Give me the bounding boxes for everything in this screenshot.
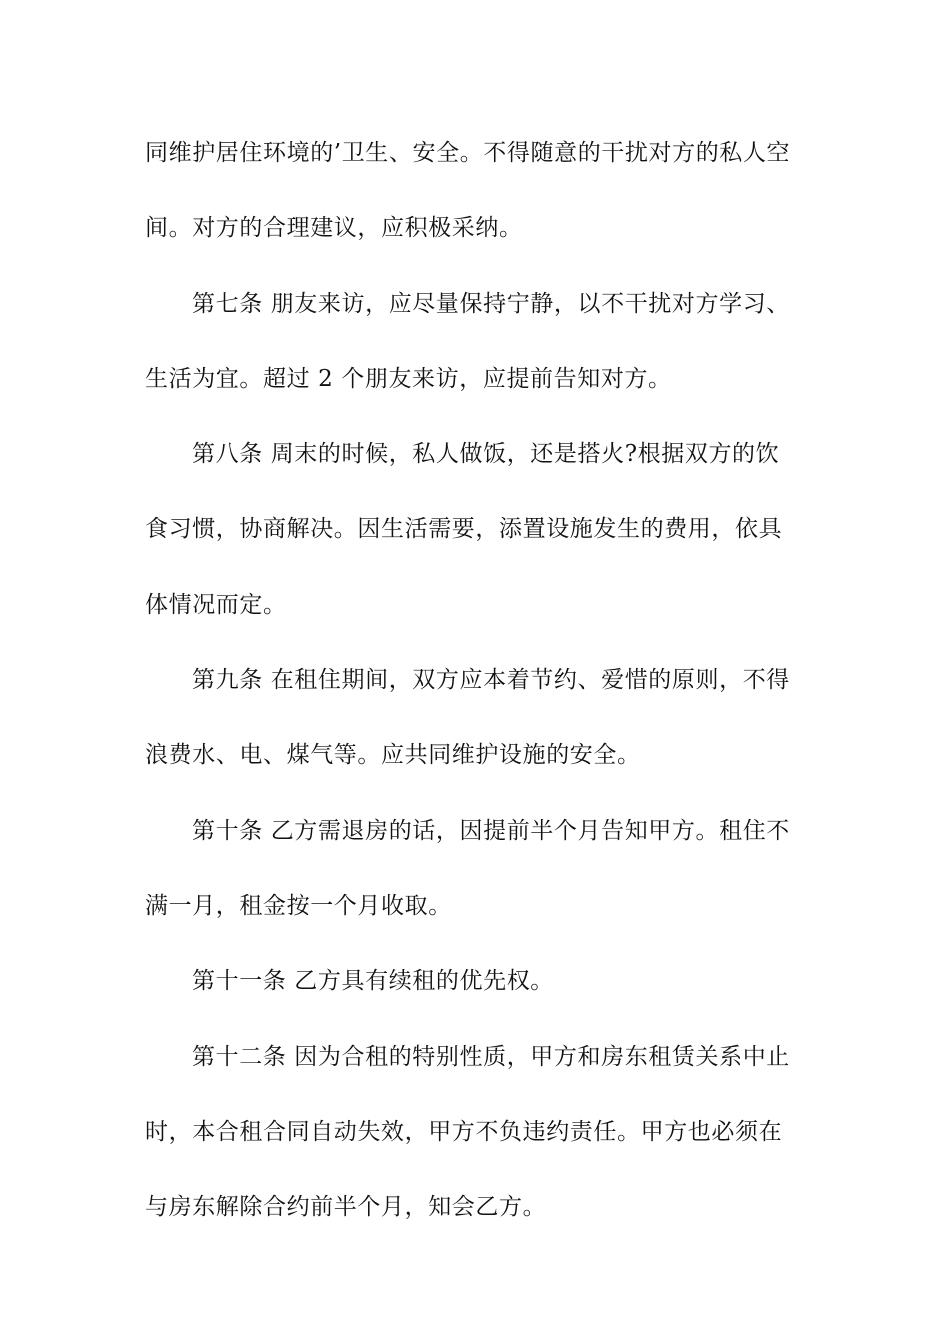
text-line: 满一月，租金按一个月收取。 bbox=[145, 892, 452, 919]
text-line: 间。对方的合理建议，应积极采纳。 bbox=[145, 215, 523, 242]
text-line: 浪费水、电、煤气等。应共同维护设施的安全。 bbox=[145, 742, 641, 769]
text-line: 与房东解除合约前半个月，知会乙方。 bbox=[145, 1194, 547, 1221]
text-line-article-8: 第八条 周末的时候，私人做饭，还是搭火?根据双方的饮 bbox=[192, 441, 780, 468]
text-line: 时，本合租合同自动失效，甲方不负违约责任。甲方也必须在 bbox=[145, 1118, 783, 1145]
text-line-article-12: 第十二条 因为合租的特别性质，甲方和房东租赁关系中止 bbox=[192, 1043, 790, 1070]
text-line-article-7: 第七条 朋友来访，应尽量保持宁静，以不干扰对方学习、 bbox=[192, 290, 790, 317]
text-line-article-9: 第九条 在租住期间，双方应本着节约、爱惜的原则，不得 bbox=[192, 667, 790, 694]
text-line-article-11: 第十一条 乙方具有续租的优先权。 bbox=[192, 968, 554, 995]
text-line: 体情况而定。 bbox=[145, 591, 287, 618]
document-body bbox=[145, 130, 810, 1259]
text-line: 食习惯，协商解决。因生活需要，添置设施发生的费用，依具 bbox=[145, 516, 783, 543]
text-line: 生活为宜。超过 2 个朋友来访，应提前告知对方。 bbox=[145, 365, 672, 392]
text-line: 同维护居住环境的’卫生、安全。不得随意的干扰对方的私人空 bbox=[145, 140, 791, 166]
text-line-article-10: 第十条 乙方需退房的话，因提前半个月告知甲方。租住不 bbox=[192, 817, 790, 844]
